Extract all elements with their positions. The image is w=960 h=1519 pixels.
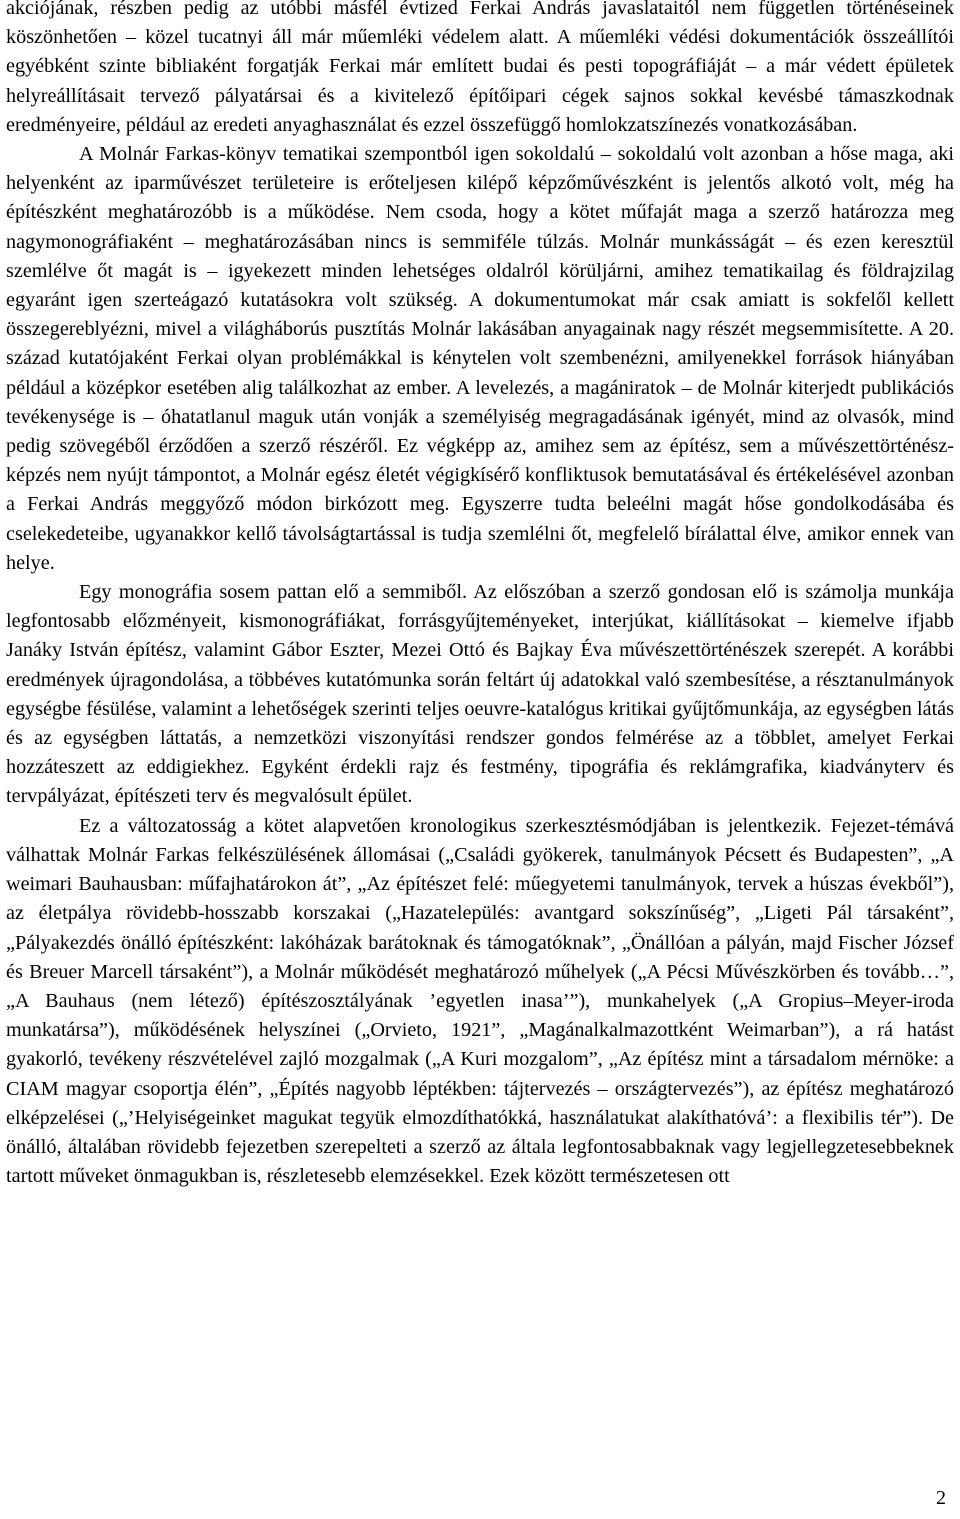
paragraph-molnar-farkas-book: A Molnár Farkas-könyv tematikai szempontból igen sokoldalú – sokoldalú volt azonban a hőse maga, aki helyenként az iparművészet területeire is erőteljesen kilépő képzőművészként is jelentős alkotó volt, még ha építészként meghatározóbb is a működése. Nem csoda, hogy a kötet műfaját maga a szerző határozza meg nagymonográfiaként – meghatározásában nincs is semmiféle túlzás. Molnár munkásságát – és ezen keresztül szemlélve őt magát is – igyekezett minden lehetséges oldalról körüljárni, amihez tematikailag és földrajzilag egyaránt igen szerteágazó kutatásokra volt szükség. A dokumentumokat már csak amiatt is sokfelől kellett összegereblyézni, mivel a világháborús pusztítás Molnár lakásában anyagainak nagy részét megsemmisítette. A 20. század kutatójaként Ferkai olyan problémákkal is kénytelen volt szembenézni, amilyenekkel források hiányában például a középkor esetében alig találkozhat az ember. A levelezés, a magániratok – de Molnár kiterjedt publikációs tevékenysége is – óhatatlanul maguk után vonják a személyiség megragadásának igényét, mind az olvasók, mind pedig szövegéből érződően a szerző részéről. Ez végképp az, amihez sem az építész, sem a művészettörténész-képzés nem nyújt támpontot, a Molnár egész életét végigkísérő konfliktusok bemutatásával és értékelésével azonban a Ferkai András meggyőző módon birkózott meg. Egyszerre tudta beleélni magát hőse gondolkodásába és cselekedeteibe, ugyanakkor kellő távolságtartással is tudja szemlélni őt, megfelelő bírálattal élve, amikor ennek van helye. (6, 143, 954, 574)
paragraph-chronological-structure: Ez a változatosság a kötet alapvetően kronologikus szerkesztésmódjában is jelentkezik. Fejezet-témává válhattak Molnár Farkas felkészülésének állomásai („Családi gyökerek, tanulmányok Pécsett és Budapesten”, „A weimari Bauhausban: műfajhatárokon át”, „Az építészet felé: műegyetemi tanulmányok, tervek a húszas évekből”), az életpálya rövidebb-hosszabb korszakai („Hazatelepülés: avantgard sokszínűség”, „Ligeti Pál társaként”, „Pályakezdés önálló építészként: lakóházak barátoknak és támogatóknak”, „Önállóan a pályán, majd Fischer József és Breuer Marcell társaként”), a Molnár működését meghatározó műhelyek („A Pécsi Művészkörben és tovább…”, „A Bauhaus (nem létező) építészosztályának ’egyetlen inasa’”), munkahelyek („A Gropius–Meyer-iroda munkatársa”), működésének helyszínei („Orvieto, 1921”, „Magánalkalmazottként Weimarban”), a rá hatást gyakorló, tevékeny részvételével zajló mozgalmak („A Kuri mozgalom”, „Az építész mint a társadalom mérnöke: a CIAM magyar csoportja élén”, „Építés nagyobb léptékben: tájtervezés – országtervezés”), az építész meghatározó elképzelései („’Helyiségeinket magukat tegyük elmozdíthatókká, használatukat alakíthatóvá’: a flexibilis tér”). De önálló, általában rövidebb fejezetben szerepelteti a szerző az általa legfontosabbaknak vagy legjellegzetesebbeknek tartott műveket önmagukban is, részletesebb elemzésekkel. Ezek között természetesen ott (6, 814, 954, 1188)
document-page (6, 0, 954, 1191)
page-number: 2 (936, 1487, 946, 1509)
paragraph-continued: akciójának, részben pedig az utóbbi másfél évtized Ferkai András javaslataitól nem független történéseinek köszönhetően – közel tucatnyi áll már műemléki védelem alatt. A műemléki védési dokumentációk összeállítói egyébként szinte bibliaként forgatják Ferkai már említett budai és pesti topográfiáját – a már védett épületek helyreállításait tervező pályatársai és a kivitelező építőipari cégek sajnos sokkal kevésbé támaszkodnak eredményeire, például az eredeti anyaghasználat és ezzel összefüggő homlokzatszínezés vonatkozásában. (6, 0, 954, 136)
paragraph-monograph: Egy monográfia sosem pattan elő a semmiből. Az előszóban a szerző gondosan elő is számolja munkája legfontosabb előzményeit, kismonográfiákat, forrásgyűjteményeket, interjúkat, kiállításokat – kiemelve ifjabb Janáky István építész, valamint Gábor Eszter, Mezei Ottó és Bajkay Éva művészettörténészek szerepét. A korábbi eredmények újragondolása, a többéves kutatómunka során feltárt új adatokkal való szembesítése, a résztanulmányok egységbe fésülése, valamint a lehetőségek szerinti teljes oeuvre-katalógus kritikai gyűjtőmunkája, az egységben látás és az egységben láttatás, a nemzetközi viszonyítási rendszer gondos felmérése az a többlet, amelyet Ferkai hozzáteszett az eddigiekhez. Egyként érdekli rajz és festmény, tipográfia és reklámgrafika, kiadványterv és tervpályázat, építészeti terv és megvalósult épület. (6, 581, 954, 808)
